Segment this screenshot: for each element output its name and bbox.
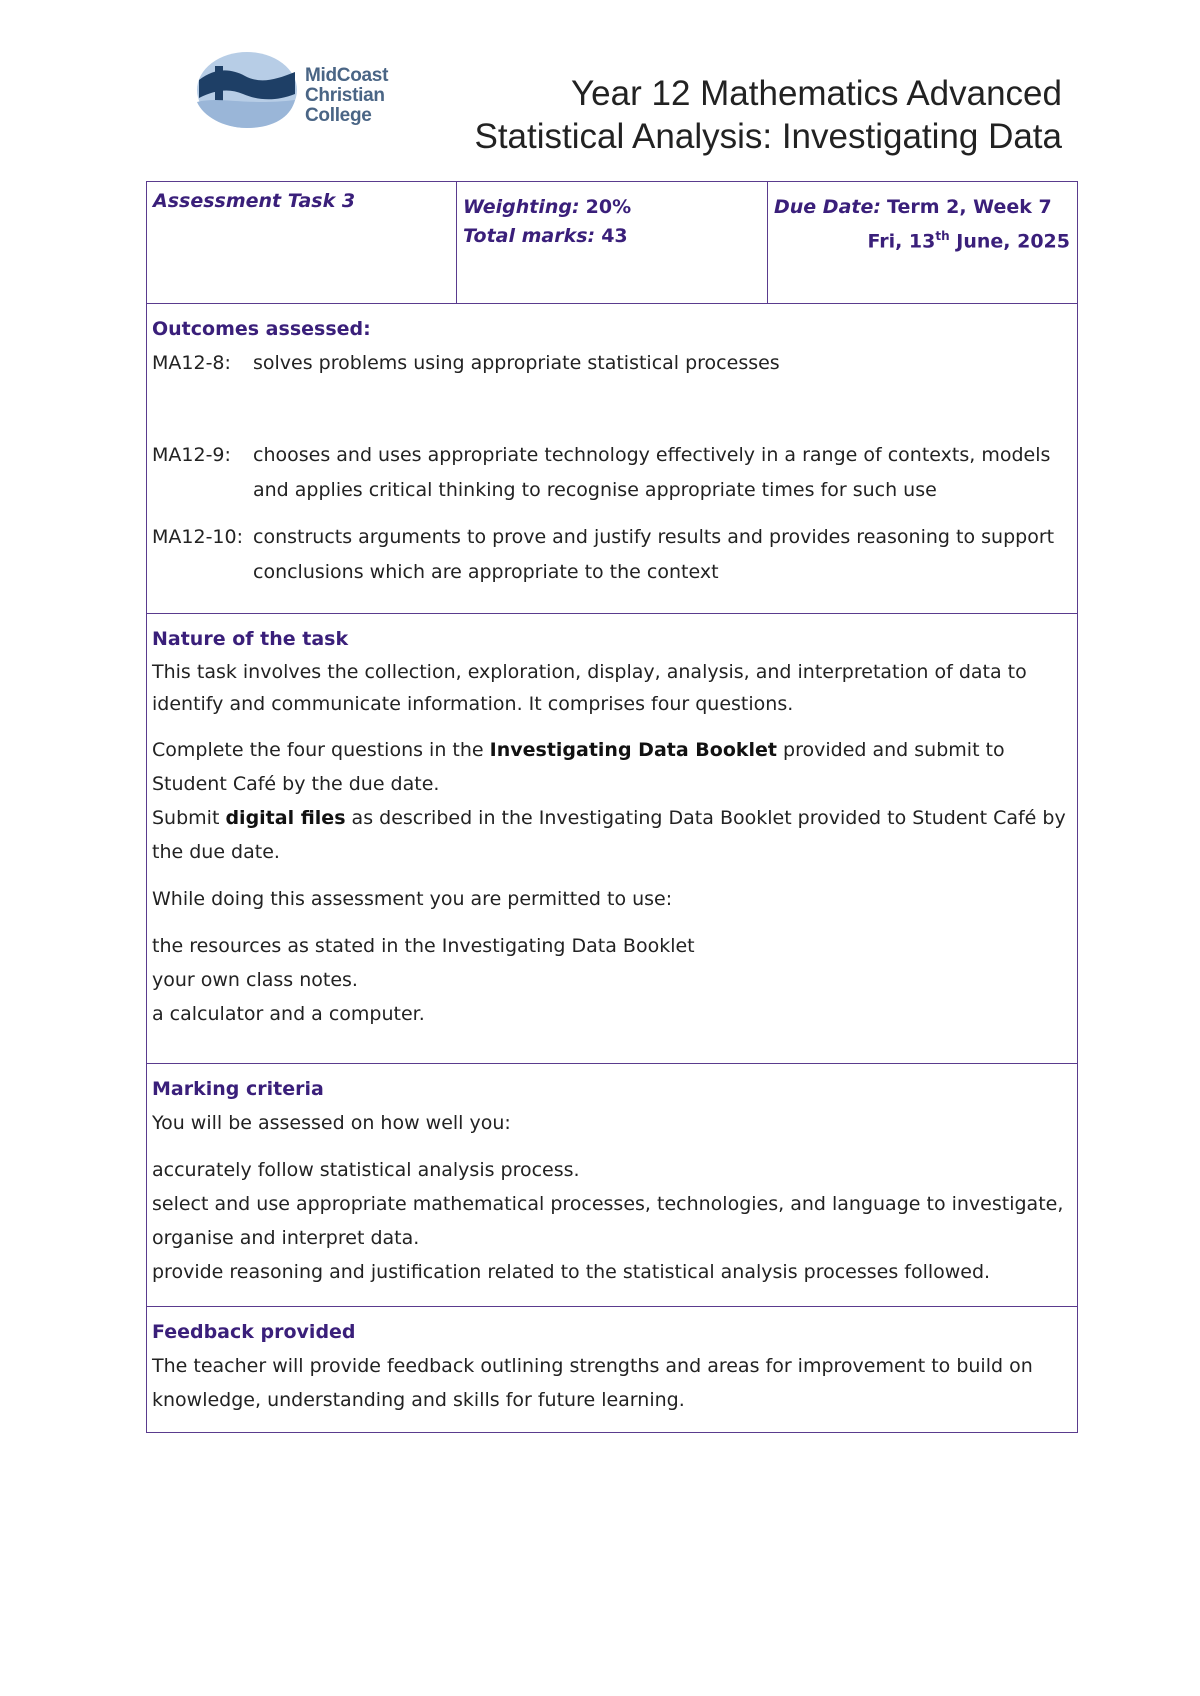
due-date-term: Term 2, Week 7 xyxy=(887,196,1052,218)
college-logo xyxy=(195,50,405,130)
due-date-cell xyxy=(768,182,1076,303)
document-title xyxy=(474,72,1062,158)
weighting-label: Weighting: xyxy=(463,196,580,218)
list-item: select and use appropriate mathematical processes, technologies, and language to investigate, xyxy=(152,1193,1064,1215)
feedback-text-line-2: knowledge, understanding and skills for future learning. xyxy=(152,1389,685,1411)
nature-paragraph-2: Complete the four questions in the Investigating Data Booklet provided and submit to Student Café by the due date. xyxy=(152,739,1005,795)
list-item: accurately follow statistical analysis process. xyxy=(152,1159,580,1181)
outcomes-section xyxy=(147,304,1077,614)
outcome-item: MA12-9: chooses and uses appropriate technology effectively in a range of contexts, models and applies critical thinking to recognise appropriate times for such use xyxy=(152,444,1051,501)
logo-line-2: Christian xyxy=(305,85,385,106)
outcome-item: MA12-10: constructs arguments to prove and justify results and provides reasoning to support conclusions which are appropriate to the context xyxy=(152,526,1055,583)
list-item: the resources as stated in the Investigating Data Booklet xyxy=(152,935,695,957)
marking-section xyxy=(147,1064,1077,1307)
nature-section xyxy=(147,614,1077,1064)
feedback-heading: Feedback provided xyxy=(152,1321,356,1343)
outcomes-heading: Outcomes assessed: xyxy=(152,318,371,340)
due-date-value: Fri, 13th June, 2025 xyxy=(867,229,1070,253)
total-marks-label: Total marks: xyxy=(463,225,596,247)
outcome-item: MA12-8: solves problems using appropriate statistical processes xyxy=(152,352,780,374)
nature-paragraph-4: While doing this assessment you are permitted to use: xyxy=(152,888,673,910)
feedback-section xyxy=(147,1307,1077,1432)
logo-line-3: College xyxy=(305,105,372,126)
assessment-table xyxy=(146,181,1078,1433)
list-item: organise and interpret data. xyxy=(152,1227,420,1249)
due-date-label: Due Date: xyxy=(774,196,881,218)
weighting-value: 20% xyxy=(585,196,632,218)
task-info-row xyxy=(147,182,1077,304)
total-marks-value: 43 xyxy=(601,225,628,247)
title-line-2: Statistical Analysis: Investigating Data xyxy=(474,117,1062,156)
list-item: a calculator and a computer. xyxy=(152,1003,425,1025)
nature-heading: Nature of the task xyxy=(152,628,349,650)
nature-paragraph-1: This task involves the collection, exploration, display, analysis, and interpretation of data to identify and communicate information. It comprises four questions. xyxy=(152,661,1027,715)
assessment-task-label: Assessment Task 3 xyxy=(153,190,356,212)
list-item: provide reasoning and justification related to the statistical analysis processes followed. xyxy=(152,1261,991,1283)
assessment-cell xyxy=(147,182,457,303)
feedback-text-line-1: The teacher will provide feedback outlining strengths and areas for improvement to build on xyxy=(152,1355,1033,1377)
marking-intro: You will be assessed on how well you: xyxy=(152,1112,511,1134)
marking-heading: Marking criteria xyxy=(152,1078,324,1100)
nature-paragraph-3: Submit digital files as described in the Investigating Data Booklet provided to Student Café by the due date. xyxy=(152,807,1066,863)
logo-icon xyxy=(195,50,300,130)
list-item: your own class notes. xyxy=(152,969,358,991)
weighting-cell xyxy=(457,182,768,303)
title-line-1: Year 12 Mathematics Advanced xyxy=(571,74,1062,113)
permitted-list xyxy=(152,929,1072,1031)
logo-line-1: MidCoast xyxy=(305,65,389,86)
